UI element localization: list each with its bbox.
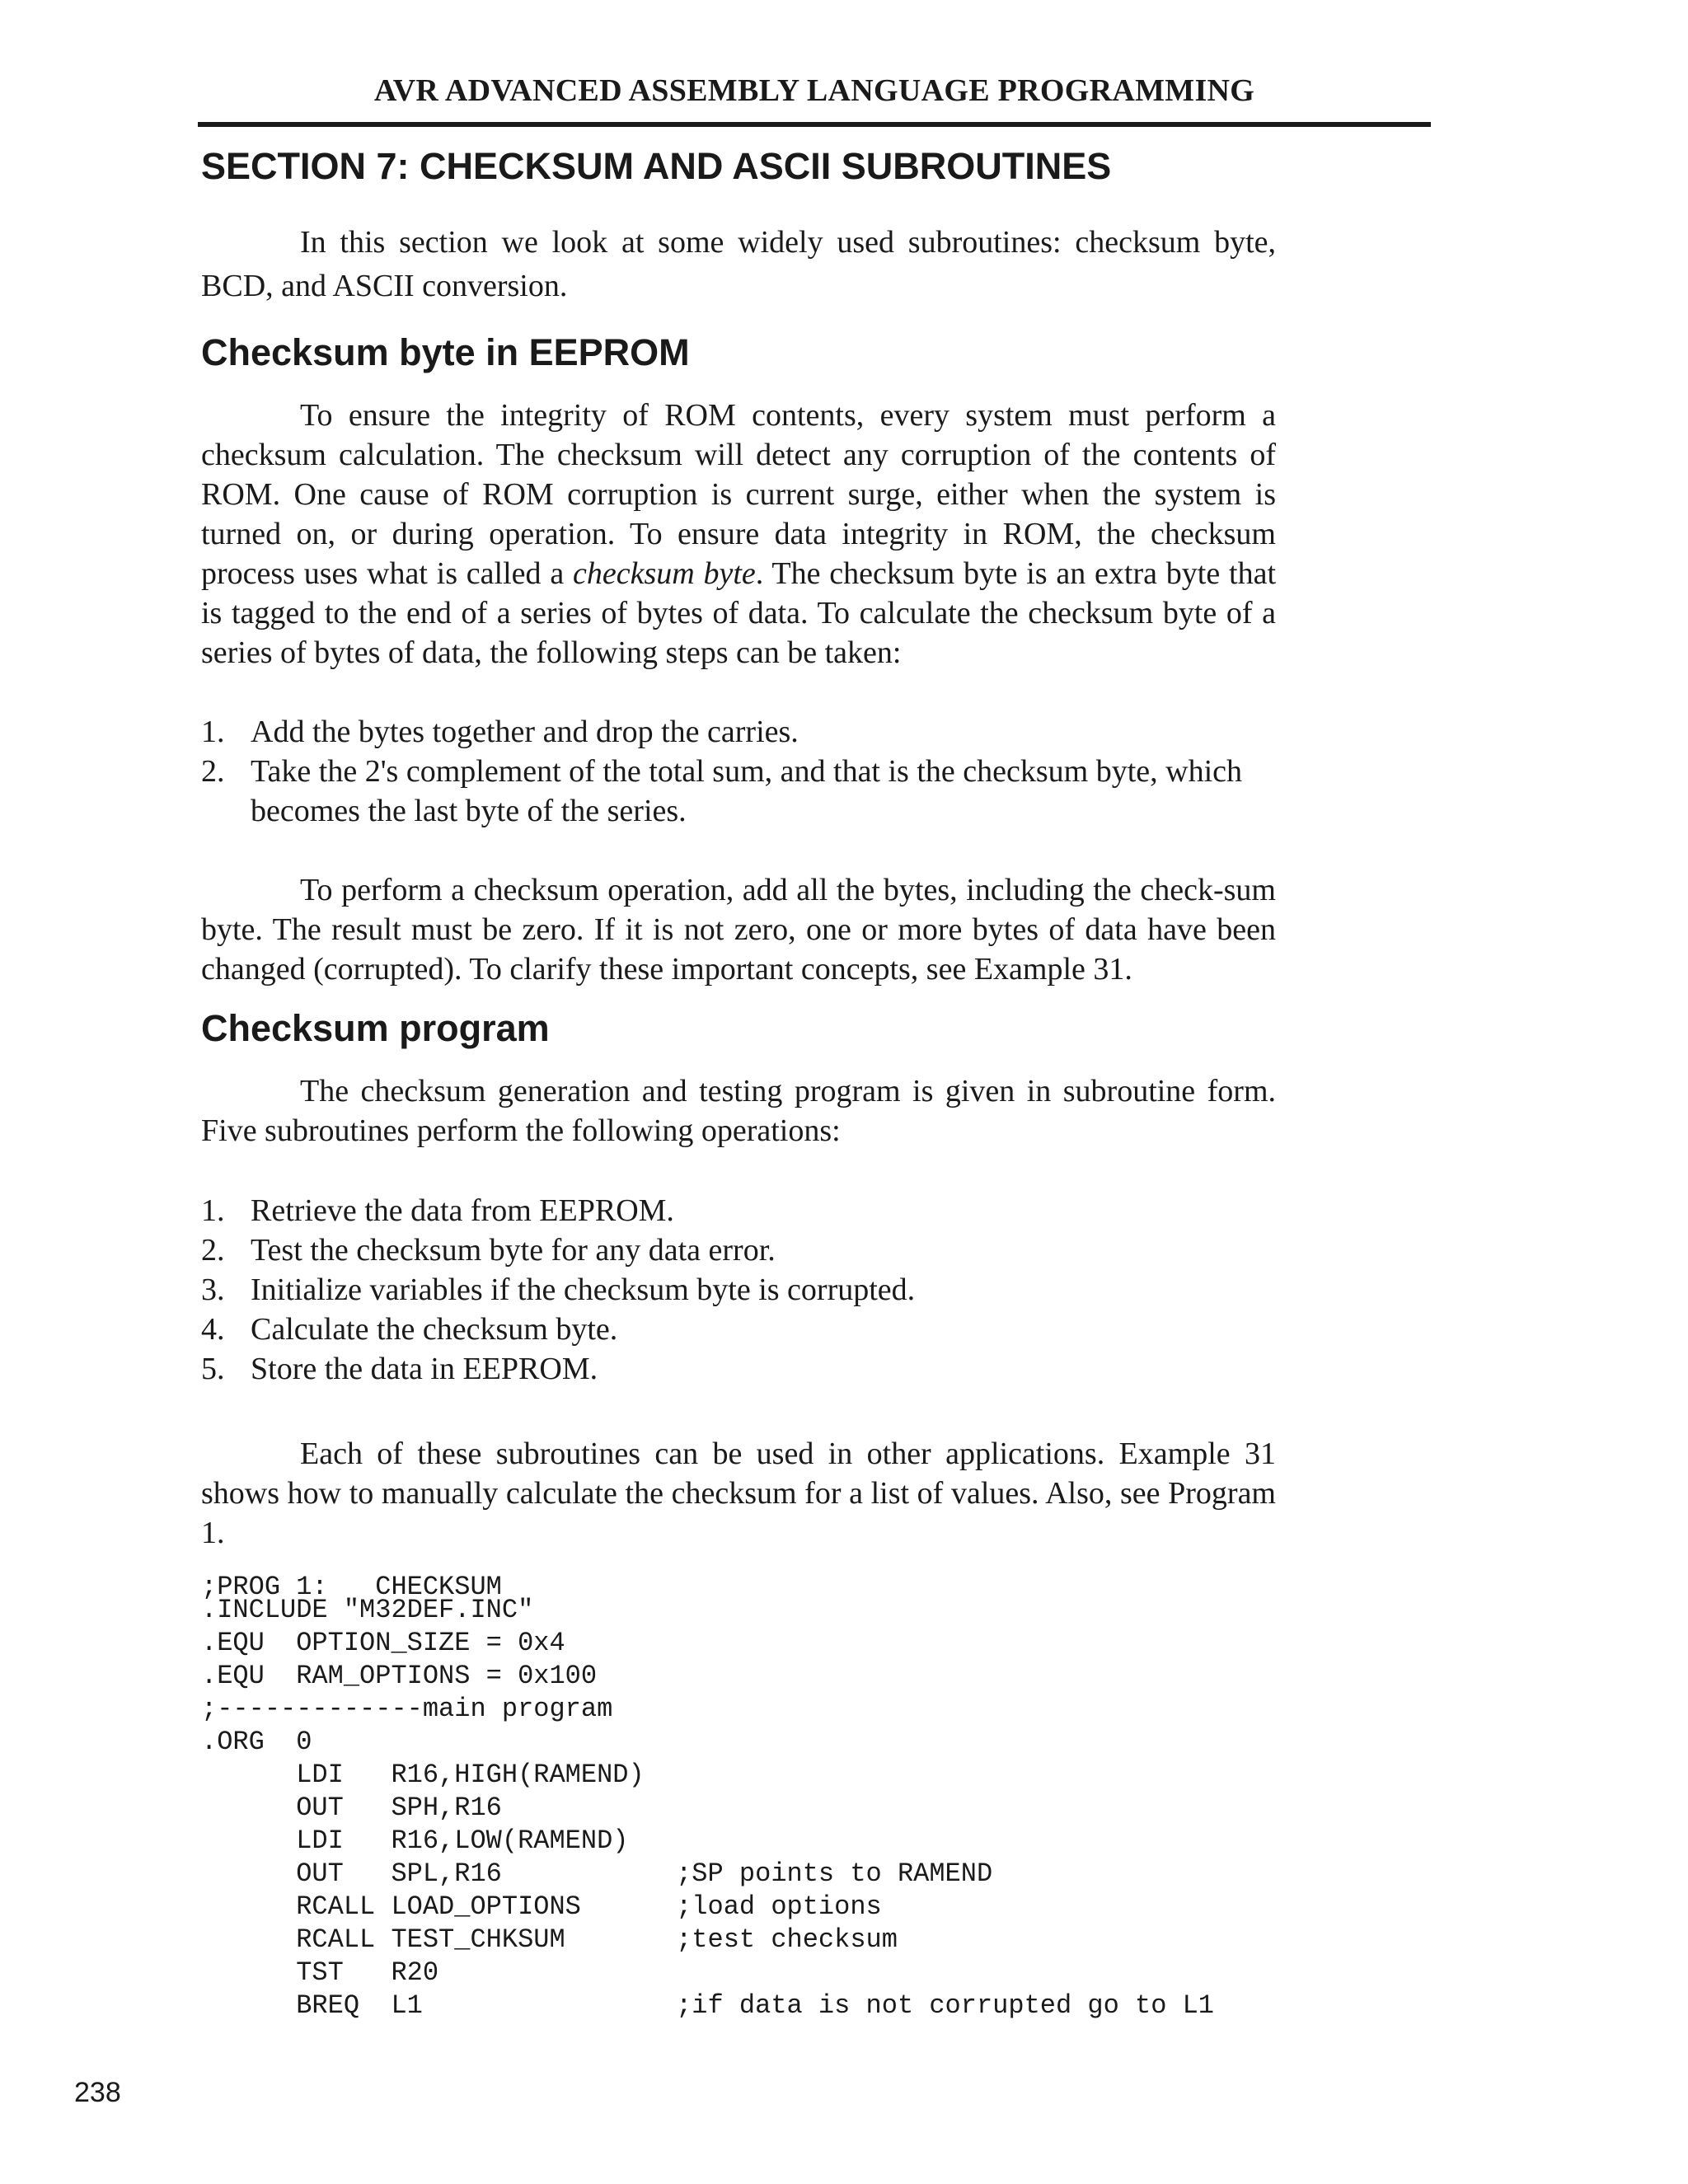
paragraph-text-after: . The checksum byte is an extra byte that is tagged to the end of a series of bytes of data. To calculate the checksum byte of a series of bytes of data, the following steps can be taken: — [201, 556, 1277, 670]
code-line: OUT SPH,R16 — [201, 1793, 502, 1823]
list-item-number: 5. — [201, 1352, 225, 1386]
code-line: .EQU RAM_OPTIONS = 0x100 — [201, 1661, 598, 1691]
list-item — [201, 1230, 1276, 1270]
list-item-text: Retrieve the data from EEPROM. — [251, 1193, 674, 1228]
code-line: ;PROG 1: CHECKSUM — [201, 1572, 502, 1602]
checksum-byte-term: checksum byte — [573, 556, 756, 591]
code-line: BREQ L1 ;if data is not corrupted go to L1 — [201, 1990, 1214, 2021]
list-item — [201, 752, 1276, 831]
program-listing — [201, 1571, 1437, 2022]
code-line: RCALL LOAD_OPTIONS ;load options — [201, 1891, 882, 1922]
code-line: LDI R16,HIGH(RAMEND) — [201, 1760, 645, 1790]
header-rule — [198, 122, 1431, 127]
running-head: AVR ADVANCED ASSEMBLY LANGUAGE PROGRAMMING — [373, 73, 1255, 108]
code-line: ;-------------main program — [201, 1694, 613, 1724]
list-item-text: Calculate the checksum byte. — [251, 1312, 618, 1347]
section-title: SECTION 7: CHECKSUM AND ASCII SUBROUTINES — [201, 145, 1112, 187]
list-item — [201, 1349, 1276, 1389]
list-item — [201, 712, 1276, 752]
subroutines-usage-paragraph: Each of these subroutines can be used in other applications. Example 31 shows how to manually calculate the checksum for a list of values. Also, see Program 1. — [201, 1436, 1276, 1550]
code-line: RCALL TEST_CHKSUM ;test checksum — [201, 1924, 898, 1955]
list-item-number: 1. — [201, 715, 225, 749]
intro-paragraph: In this section we look at some widely used subroutines: checksum byte, BCD, and ASCII conversion. — [201, 225, 1276, 303]
code-line: TST R20 — [201, 1957, 439, 1988]
list-item — [201, 1270, 1276, 1310]
list-item-number: 4. — [201, 1312, 225, 1347]
code-line: .EQU OPTION_SIZE = 0x4 — [201, 1628, 565, 1658]
paragraph-text-before: To ensure the integrity of ROM contents, every system must perform a checksum calculation. The checksum will detect any corruption of the contents of ROM. One cause of ROM corruption is current surge, either when the system is turned on, or during operation. To ensure data integrity in ROM, the checksum process uses what is called a — [201, 398, 1276, 591]
list-item — [201, 1191, 1276, 1230]
list-item-number: 1. — [201, 1193, 225, 1228]
list-item-text: Take the 2's complement of the total sum, and that is the checksum byte, which becomes the last byte of the series. — [251, 754, 1242, 828]
checksum-operation-paragraph: To perform a checksum operation, add all the bytes, including the check-sum byte. The result must be zero. If it is not zero, one or more bytes of data have been changed (corrupted). To clarify these important concepts, see Example 31. — [201, 873, 1276, 987]
code-line: OUT SPL,R16 ;SP points to RAMEND — [201, 1858, 993, 1889]
list-item-text: Store the data in EEPROM. — [251, 1352, 598, 1386]
list-item-text: Add the bytes together and drop the carries. — [251, 715, 799, 749]
checksum-eeprom-paragraph — [201, 396, 1276, 673]
subroutine-operations-list — [201, 1191, 1276, 1389]
code-line: .ORG 0 — [201, 1727, 312, 1757]
list-item-number: 3. — [201, 1272, 225, 1307]
heading-checksum-program: Checksum program — [201, 1007, 550, 1049]
code-line: LDI R16,LOW(RAMEND) — [201, 1825, 629, 1856]
checksum-program-paragraph: The checksum generation and testing program is given in subroutine form. Five subroutines perform the following operations: — [201, 1074, 1276, 1148]
list-item-text: Initialize variables if the checksum byte is corrupted. — [251, 1272, 916, 1307]
checksum-steps-list — [201, 712, 1276, 831]
list-item-number: 2. — [201, 754, 225, 789]
heading-checksum-byte-in-eeprom: Checksum byte in EEPROM — [201, 331, 690, 373]
list-item-text: Test the checksum byte for any data error. — [251, 1233, 776, 1268]
page-number: 238 — [74, 2077, 121, 2108]
list-item — [201, 1310, 1276, 1349]
code-line: .INCLUDE "M32DEF.INC" — [201, 1595, 534, 1625]
list-item-number: 2. — [201, 1233, 225, 1268]
